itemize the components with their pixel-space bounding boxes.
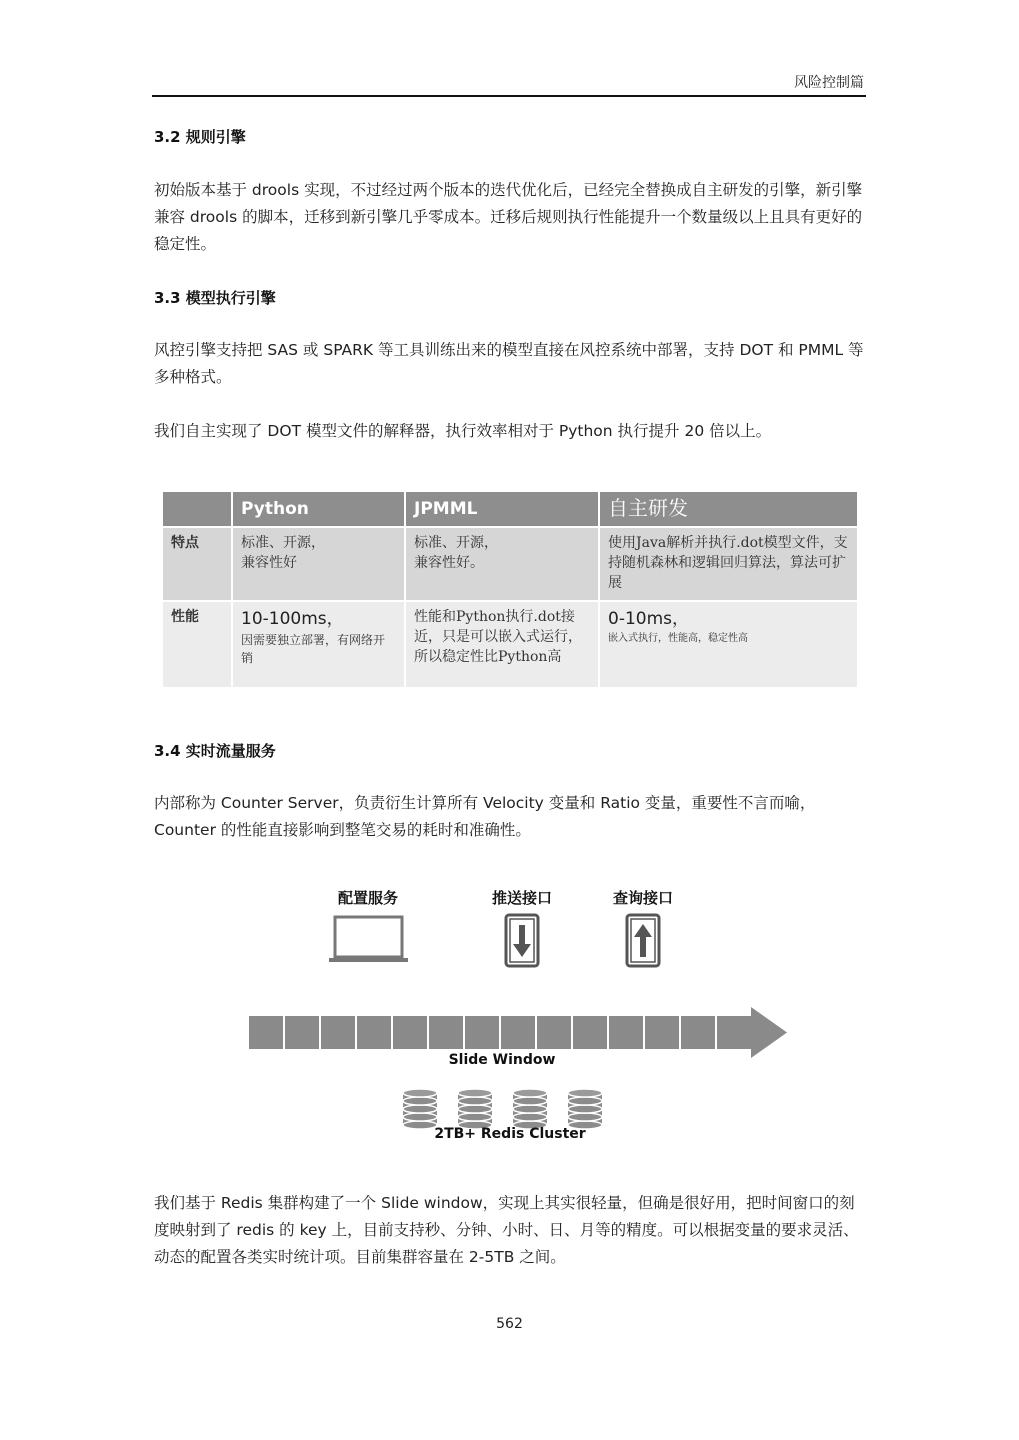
- paragraph-rule-engine: 初始版本基于 drools 实现，不过经过两个版本的迭代优化后，已经完全替换成自主研发的引擎，新引擎兼容 drools 的脚本，迁移到新引擎几乎零成本。迁移后规则执行性能提升一个数量级以上且具有更好的稳定性。: [154, 181, 863, 253]
- cell-text: 10-100ms，: [241, 609, 344, 629]
- paragraph-dot-interpreter: 我们自主实现了 DOT 模型文件的解释器，执行效率相对于 Python 执行提升 20 倍以上。: [154, 422, 772, 440]
- database-icon: [513, 1089, 547, 1129]
- arrow-up-icon: [627, 915, 659, 966]
- cell-text: 兼容性好: [241, 555, 297, 571]
- window-cell: [717, 1016, 751, 1049]
- paragraph-model-engine: 风控引擎支持把 SAS 或 SPARK 等工具训练出来的模型直接在风控系统中部署，支持 DOT 和 PMML 等多种格式。: [154, 341, 864, 386]
- cell-text: 标准、开源，: [414, 535, 498, 551]
- arrow-down-icon: [506, 915, 538, 966]
- window-cell: [249, 1016, 283, 1049]
- label-config-service: 配置服务: [337, 889, 398, 907]
- cell-jpmml-performance: 性能和Python执行.dot接近，只是可以嵌入式运行，所以稳定性比Python高: [406, 602, 598, 687]
- window-cell: [645, 1016, 679, 1049]
- window-cell: [321, 1016, 355, 1049]
- window-cell: [285, 1016, 319, 1049]
- window-cell: [537, 1016, 571, 1049]
- cell-text: 嵌入式执行，性能高，稳定性高: [608, 633, 748, 644]
- label-redis-cluster: 2TB+ Redis Cluster: [434, 1126, 586, 1142]
- laptop-icon: [329, 917, 408, 960]
- window-arrow-head: [751, 1007, 787, 1058]
- paragraph-slide-window: 我们基于 Redis 集群构建了一个 Slide window，实现上其实很轻量，但确是很好用，把时间窗口的刻度映射到了 redis 的 key 上，目前支持秒、分钟、小时、日、月等的精度。可以根据变量的要求灵活、动态的配置各类实时统计项。目前集群容量在 2-5TB 之间。: [154, 1194, 859, 1266]
- row-label-features: 特点: [163, 528, 231, 600]
- label-slide-window: Slide Window: [448, 1052, 556, 1068]
- column-header-python: Python: [233, 492, 404, 526]
- paragraph-counter-server: 内部称为 Counter Server，负责衍生计算所有 Velocity 变量和 Ratio 变量，重要性不言而喻，Counter 的性能直接影响到整笔交易的耗时和准确性。: [154, 794, 816, 839]
- cell-text: 0-10ms，: [608, 609, 689, 629]
- window-cell: [357, 1016, 391, 1049]
- label-push-api: 推送接口: [491, 889, 552, 907]
- running-head: 风险控制篇: [794, 75, 864, 91]
- column-header-own: 自主研发: [600, 492, 857, 526]
- row-label-performance: 性能: [163, 602, 231, 687]
- window-cell: [393, 1016, 427, 1049]
- window-cell: [573, 1016, 607, 1049]
- database-icon: [403, 1089, 437, 1129]
- cell-text: 标准、开源，: [241, 535, 325, 551]
- redis-cluster: [403, 1089, 602, 1129]
- column-header-jpmml: JPMML: [406, 492, 598, 526]
- section-heading-3-3: 3.3 模型执行引擎: [154, 289, 276, 307]
- cell-own-features: 使用Java解析并执行.dot模型文件，支持随机森林和逻辑回归算法，算法可扩展: [600, 528, 857, 600]
- slide-window-bar: [249, 1007, 787, 1058]
- cell-text: 因需要独立部署，有网络开销: [241, 633, 386, 665]
- window-cell: [681, 1016, 715, 1049]
- page-number: 562: [496, 1316, 523, 1332]
- window-cell: [465, 1016, 499, 1049]
- window-cell: [429, 1016, 463, 1049]
- window-cell: [609, 1016, 643, 1049]
- section-heading-3-2: 3.2 规则引擎: [154, 128, 246, 146]
- cell-text: 兼容性好。: [414, 555, 484, 571]
- database-icon: [458, 1089, 492, 1129]
- section-heading-3-4: 3.4 实时流量服务: [154, 742, 276, 760]
- database-icon: [568, 1089, 602, 1129]
- window-cell: [501, 1016, 535, 1049]
- label-query-api: 查询接口: [612, 889, 673, 907]
